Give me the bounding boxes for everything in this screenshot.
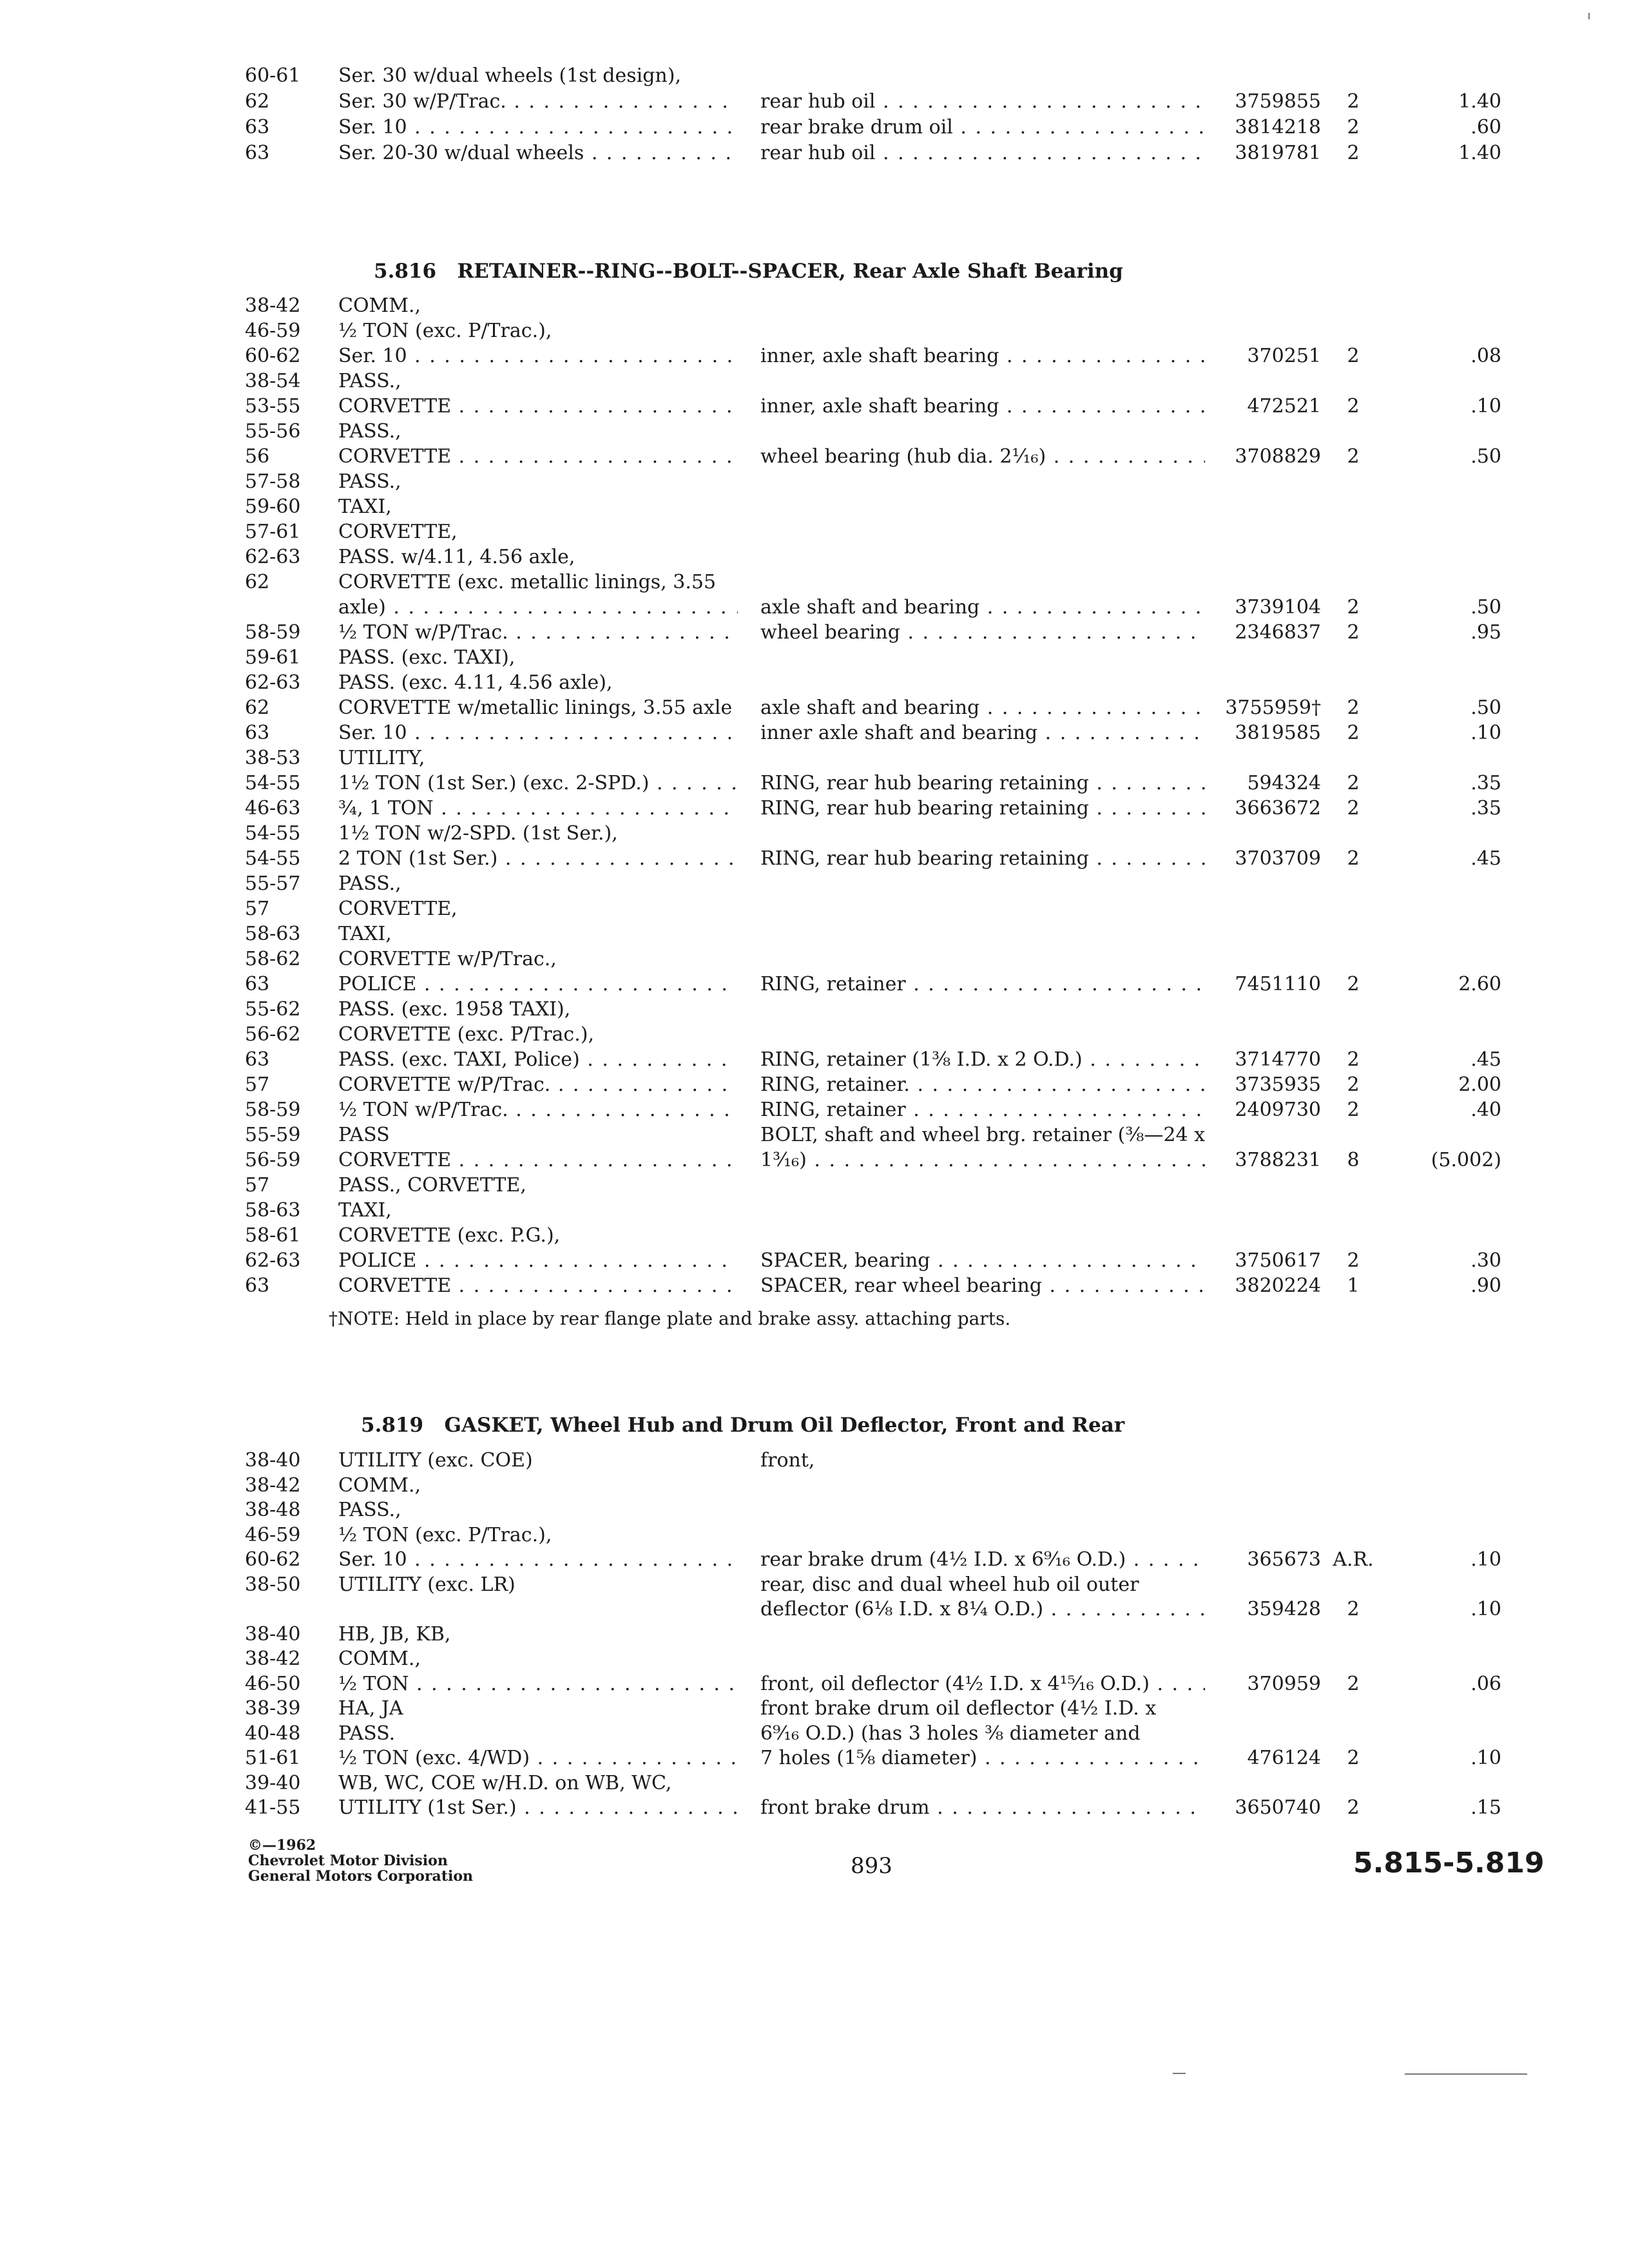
price: .10	[1470, 1548, 1501, 1571]
part-description: rear, disc and dual wheel hub oil outer	[760, 1573, 1139, 1596]
part-number: 3819781	[1235, 142, 1321, 164]
model-years: 57	[245, 1174, 270, 1196]
part-description: RING, retainer. . . .	[760, 1072, 1205, 1098]
parts-row	[0, 997, 1629, 1023]
part-number: 476124	[1247, 1747, 1321, 1769]
model-description: CORVETTE . . .	[338, 394, 738, 419]
model-description: PASS.,	[338, 872, 401, 895]
part-description: 6⁹⁄₁₆ O.D.) (has 3 holes ⅜ diameter and	[760, 1722, 1141, 1745]
section-heading-5-816	[374, 260, 1123, 283]
quantity: 2	[1347, 445, 1360, 468]
model-description: Ser. 10 . . .	[338, 343, 738, 369]
model-description: CORVETTE w/metallic linings, 3.55 axle . . .	[338, 695, 738, 721]
parts-row	[0, 343, 1629, 369]
parts-row	[0, 444, 1629, 470]
parts-row	[0, 1745, 1629, 1771]
model-description: Ser. 10 . . .	[338, 720, 738, 746]
parts-row	[0, 745, 1629, 771]
page-number: 893	[851, 1853, 892, 1879]
model-years: 40-48	[245, 1722, 301, 1745]
quantity: 2	[1347, 847, 1360, 870]
price: .10	[1470, 395, 1501, 418]
price: .90	[1470, 1274, 1501, 1297]
parts-row	[0, 1047, 1629, 1073]
model-description: axle) . . .	[338, 595, 738, 620]
price: 1.40	[1458, 142, 1501, 164]
model-years: 38-42	[245, 1474, 301, 1497]
model-years: 60-61	[245, 64, 301, 87]
model-years: 63	[245, 142, 270, 164]
model-years: 62-63	[245, 671, 301, 694]
quantity: 2	[1347, 772, 1360, 794]
quantity: 2	[1347, 1747, 1360, 1769]
part-number: 3708829	[1235, 445, 1321, 468]
model-description: ½ TON (exc. 4/WD) . . .	[338, 1745, 738, 1771]
parts-row	[0, 1523, 1629, 1548]
model-years: 63	[245, 116, 270, 139]
model-description: PASS.	[338, 1722, 396, 1745]
model-years: 38-54	[245, 370, 301, 392]
parts-row	[0, 1223, 1629, 1249]
part-description: front brake drum . . .	[760, 1795, 1205, 1821]
model-description: PASS.,	[338, 370, 401, 392]
model-description: Ser. 20-30 w/dual wheels . . .	[338, 140, 738, 166]
part-number: 3703709	[1235, 847, 1321, 870]
model-description: PASS. w/4.11, 4.56 axle,	[338, 546, 575, 568]
model-years: 60-62	[245, 345, 301, 367]
model-years: 55-59	[245, 1124, 301, 1146]
price: .10	[1470, 1747, 1501, 1769]
quantity: 2	[1347, 797, 1360, 820]
model-years: 62-63	[245, 546, 301, 568]
quantity: 2	[1347, 697, 1360, 719]
model-years: 38-42	[245, 294, 301, 317]
price: 2.00	[1458, 1073, 1501, 1096]
parts-row	[0, 1173, 1629, 1198]
model-years: 63	[245, 1274, 270, 1297]
part-description: 1³⁄₁₆) . . .	[760, 1148, 1205, 1173]
model-years: 57	[245, 898, 270, 920]
quantity: 2	[1347, 116, 1360, 139]
parts-row	[0, 921, 1629, 947]
price: 1.40	[1458, 90, 1501, 113]
parts-row	[0, 595, 1629, 620]
model-years: 51-61	[245, 1747, 301, 1769]
model-years: 59-60	[245, 495, 301, 518]
model-description: ½ TON . . .	[338, 1671, 738, 1697]
scan-mark	[1405, 2073, 1527, 2075]
model-years: 55-57	[245, 872, 301, 895]
price: .95	[1470, 621, 1501, 644]
price: .30	[1470, 1249, 1501, 1272]
part-description: wheel bearing . . .	[760, 620, 1205, 646]
model-description: UTILITY (exc. LR)	[338, 1573, 516, 1596]
quantity: 2	[1347, 722, 1360, 744]
model-description: POLICE . . .	[338, 1248, 738, 1274]
parts-row	[0, 369, 1629, 394]
part-number: 2346837	[1235, 621, 1321, 644]
model-years: 46-63	[245, 797, 301, 820]
model-years: 58-62	[245, 948, 301, 970]
model-years: 58-63	[245, 1199, 301, 1222]
model-description: PASS.,	[338, 1499, 401, 1521]
part-number: 472521	[1247, 395, 1321, 418]
model-years: 63	[245, 1048, 270, 1071]
parts-row	[0, 947, 1629, 972]
model-description: ½ TON (exc. P/Trac.),	[338, 320, 552, 342]
model-description: Ser. 10 . . .	[338, 115, 738, 140]
model-years: 56-62	[245, 1023, 301, 1046]
quantity: A.R.	[1333, 1548, 1374, 1571]
parts-row	[0, 896, 1629, 922]
model-description: 2 TON (1st Ser.) . . .	[338, 846, 738, 872]
model-description: CORVETTE w/P/Trac. . . .	[338, 1072, 738, 1098]
part-description: rear brake drum (4½ I.D. x 6⁹⁄₁₆ O.D.) . . .	[760, 1547, 1205, 1573]
part-description: axle shaft and bearing . . .	[760, 695, 1205, 721]
model-description: UTILITY (1st Ser.) . . .	[338, 1795, 738, 1821]
part-description: RING, rear hub bearing retaining . . .	[760, 771, 1205, 796]
model-years: 54-55	[245, 772, 301, 794]
part-number: 3820224	[1235, 1274, 1321, 1297]
model-years: 38-39	[245, 1697, 301, 1720]
parts-row	[0, 140, 1629, 166]
part-number: 3750617	[1235, 1249, 1321, 1272]
model-description: PASS	[338, 1124, 390, 1146]
section-title: GASKET, Wheel Hub and Drum Oil Deflector, Front and Rear	[444, 1414, 1125, 1437]
model-description: HB, JB, KB,	[338, 1622, 451, 1646]
quantity: 2	[1347, 395, 1360, 418]
parts-row	[0, 670, 1629, 696]
price: 2.60	[1458, 973, 1501, 995]
model-years: 60-62	[245, 1548, 301, 1571]
part-number: 3650740	[1235, 1796, 1321, 1819]
parts-row	[0, 1273, 1629, 1299]
parts-row	[0, 1448, 1629, 1474]
model-years: 39-40	[245, 1771, 301, 1794]
model-description: UTILITY,	[338, 747, 425, 769]
part-description: front, oil deflector (4½ I.D. x 4¹⁵⁄₁₆ O.D.) . . .	[760, 1671, 1205, 1697]
model-years: 55-56	[245, 420, 301, 443]
quantity: 2	[1347, 90, 1360, 113]
model-description: CORVETTE (exc. metallic linings, 3.55	[338, 571, 717, 593]
part-number: 3663672	[1235, 797, 1321, 820]
model-description: TAXI,	[338, 495, 392, 518]
price: .45	[1470, 847, 1501, 870]
copyright-block	[248, 1838, 473, 1884]
model-years: 58-59	[245, 1099, 301, 1121]
part-description: RING, rear hub bearing retaining . . .	[760, 846, 1205, 872]
parts-row	[0, 115, 1629, 140]
parts-row	[0, 1497, 1629, 1523]
part-description: BOLT, shaft and wheel brg. retainer (³⁄₈—24 x	[760, 1124, 1205, 1146]
part-description: RING, retainer . . .	[760, 972, 1205, 997]
part-description: RING, retainer (1³⁄₈ I.D. x 2 O.D.) . . .	[760, 1047, 1205, 1073]
model-years: 62	[245, 697, 270, 719]
model-years: 62	[245, 571, 270, 593]
model-description: 1½ TON w/2-SPD. (1st Ser.),	[338, 822, 618, 845]
model-years: 57-61	[245, 521, 301, 543]
part-description: front brake drum oil deflector (4½ I.D. x	[760, 1697, 1157, 1720]
model-description: ¾, 1 TON . . .	[338, 796, 738, 822]
quantity: 2	[1347, 1796, 1360, 1819]
quantity: 2	[1347, 596, 1360, 619]
part-number: 3714770	[1235, 1048, 1321, 1071]
part-number: 594324	[1247, 772, 1321, 794]
section-number: 5.819	[361, 1414, 424, 1437]
parts-row	[0, 1671, 1629, 1697]
parts-row	[0, 544, 1629, 570]
model-years: 38-48	[245, 1499, 301, 1521]
model-description: ½ TON (exc. P/Trac.),	[338, 1523, 552, 1546]
parts-row	[0, 846, 1629, 872]
parts-row	[0, 1646, 1629, 1672]
model-years: 46-50	[245, 1672, 301, 1695]
parts-row	[0, 1122, 1629, 1148]
part-number: 3739104	[1235, 596, 1321, 619]
model-years: 58-63	[245, 923, 301, 945]
quantity: 2	[1347, 1048, 1360, 1071]
model-years: 53-55	[245, 395, 301, 418]
model-description: Ser. 30 w/P/Trac. . . .	[338, 89, 738, 115]
part-number: 7451110	[1235, 973, 1321, 995]
parts-row	[0, 89, 1629, 115]
model-description: TAXI,	[338, 923, 392, 945]
part-number: 365673	[1247, 1548, 1321, 1571]
parts-row	[0, 469, 1629, 495]
quantity: 2	[1347, 1249, 1360, 1272]
model-years: 63	[245, 973, 270, 995]
part-description: rear hub oil . . .	[760, 140, 1205, 166]
model-description: PASS.,	[338, 420, 401, 443]
copyright-division: Chevrolet Motor Division	[248, 1852, 448, 1869]
quantity: 2	[1347, 621, 1360, 644]
model-years: 63	[245, 722, 270, 744]
model-description: Ser. 10 . . .	[338, 1547, 738, 1573]
parts-row	[0, 1597, 1629, 1622]
footnote: †NOTE: Held in place by rear flange plate and brake assy. attaching parts.	[329, 1308, 1011, 1329]
parts-row	[0, 1148, 1629, 1173]
quantity: 8	[1347, 1149, 1360, 1171]
price: .50	[1470, 697, 1501, 719]
parts-row	[0, 771, 1629, 796]
model-description: ½ TON w/P/Trac. . . .	[338, 1097, 738, 1123]
model-description: 1½ TON (1st Ser.) (exc. 2-SPD.) . . .	[338, 771, 738, 796]
parts-row	[0, 1572, 1629, 1598]
section-heading-5-819	[361, 1414, 1124, 1437]
copyright-corporation: General Motors Corporation	[248, 1868, 474, 1885]
quantity: 1	[1347, 1274, 1360, 1297]
model-years: 41-55	[245, 1796, 301, 1819]
price: .15	[1470, 1796, 1501, 1819]
parts-row	[0, 519, 1629, 545]
model-years: 57	[245, 1073, 270, 1096]
price: (5.002)	[1431, 1149, 1501, 1171]
price: .45	[1470, 1048, 1501, 1071]
model-description: HA, JA	[338, 1697, 403, 1720]
part-number: 3755959†	[1225, 697, 1321, 719]
part-number: 370251	[1247, 345, 1321, 367]
parts-row	[0, 796, 1629, 822]
model-years: 59-61	[245, 646, 301, 669]
section-title: RETAINER--RING--BOLT--SPACER, Rear Axle Shaft Bearing	[457, 260, 1123, 283]
part-number: 3735935	[1235, 1073, 1321, 1096]
parts-row	[0, 645, 1629, 671]
price: .35	[1470, 797, 1501, 820]
price: .08	[1470, 345, 1501, 367]
model-years: 46-59	[245, 1523, 301, 1546]
parts-row	[0, 1622, 1629, 1648]
parts-row	[0, 1473, 1629, 1499]
parts-row	[0, 1696, 1629, 1722]
parts-row	[0, 1795, 1629, 1821]
part-description: inner axle shaft and bearing . . .	[760, 720, 1205, 746]
model-description: PASS. (exc. TAXI, Police) . . .	[338, 1047, 738, 1073]
model-years: 62	[245, 90, 270, 113]
part-description: 7 holes (1⅝ diameter) . . .	[760, 1745, 1205, 1771]
model-description: CORVETTE (exc. P.G.),	[338, 1224, 561, 1247]
price: .10	[1470, 1598, 1501, 1620]
model-years: 54-55	[245, 822, 301, 845]
part-number: 3814218	[1235, 116, 1321, 139]
part-description: front,	[760, 1449, 815, 1472]
model-description: PASS.,	[338, 470, 401, 493]
model-description: CORVETTE,	[338, 521, 458, 543]
parts-row	[0, 720, 1629, 746]
price: .40	[1470, 1099, 1501, 1121]
model-description: TAXI,	[338, 1199, 392, 1222]
model-description: PASS. (exc. 1958 TAXI),	[338, 998, 571, 1021]
model-description: POLICE . . .	[338, 972, 738, 997]
parts-row	[0, 1022, 1629, 1048]
parts-row	[0, 1248, 1629, 1274]
price: .50	[1470, 596, 1501, 619]
parts-row	[0, 1547, 1629, 1573]
part-description: SPACER, rear wheel bearing . . .	[760, 1273, 1205, 1299]
scan-mark	[1173, 2073, 1186, 2074]
price: .10	[1470, 722, 1501, 744]
model-description: CORVETTE,	[338, 898, 458, 920]
section-range: 5.815-5.819	[1353, 1847, 1545, 1879]
part-number: 3759855	[1235, 90, 1321, 113]
model-description: PASS. (exc. TAXI),	[338, 646, 516, 669]
model-description: CORVETTE (exc. P/Trac.),	[338, 1023, 595, 1046]
part-number: 3819585	[1235, 722, 1321, 744]
parts-row	[0, 1072, 1629, 1098]
parts-row	[0, 419, 1629, 445]
parts-row	[0, 821, 1629, 847]
quantity: 2	[1347, 1099, 1360, 1121]
model-description: PASS., CORVETTE,	[338, 1174, 526, 1196]
model-years: 57-58	[245, 470, 301, 493]
parts-row	[0, 695, 1629, 721]
model-description: CORVETTE . . .	[338, 444, 738, 470]
model-years: 54-55	[245, 847, 301, 870]
parts-row	[0, 293, 1629, 319]
quantity: 2	[1347, 973, 1360, 995]
parts-row	[0, 570, 1629, 595]
price: .06	[1470, 1672, 1501, 1695]
part-description: rear hub oil . . .	[760, 89, 1205, 115]
part-number: 370959	[1247, 1672, 1321, 1695]
model-years: 38-40	[245, 1449, 301, 1472]
parts-row	[0, 1721, 1629, 1747]
price: .50	[1470, 445, 1501, 468]
parts-row	[0, 394, 1629, 419]
part-number: 2409730	[1235, 1099, 1321, 1121]
model-years: 55-62	[245, 998, 301, 1021]
model-years: 62-63	[245, 1249, 301, 1272]
part-description: SPACER, bearing . . .	[760, 1248, 1205, 1274]
part-description: RING, retainer . . .	[760, 1097, 1205, 1123]
parts-row	[0, 1097, 1629, 1123]
model-years: 38-53	[245, 747, 301, 769]
part-description: RING, rear hub bearing retaining . . .	[760, 796, 1205, 822]
quantity: 2	[1347, 1598, 1360, 1620]
part-description: inner, axle shaft bearing . . .	[760, 394, 1205, 419]
model-years: 56-59	[245, 1149, 301, 1171]
part-description: deflector (6⅛ I.D. x 8¼ O.D.) . . .	[760, 1597, 1205, 1622]
part-number: 3788231	[1235, 1149, 1321, 1171]
part-description: wheel bearing (hub dia. 2¹⁄₁₆) . . .	[760, 444, 1205, 470]
parts-row	[0, 1198, 1629, 1224]
parts-row	[0, 620, 1629, 646]
model-description: COMM.,	[338, 1474, 421, 1497]
model-years: 38-50	[245, 1573, 301, 1596]
quantity: 2	[1347, 345, 1360, 367]
part-description: inner, axle shaft bearing . . .	[760, 343, 1205, 369]
model-description: COMM.,	[338, 294, 421, 317]
model-years: 38-40	[245, 1622, 301, 1646]
part-number: 359428	[1247, 1598, 1321, 1620]
copyright-year: ©—1962	[248, 1837, 316, 1854]
model-description: ½ TON w/P/Trac. . . .	[338, 620, 738, 646]
model-description: CORVETTE . . .	[338, 1148, 738, 1173]
model-description: WB, WC, COE w/H.D. on WB, WC,	[338, 1771, 672, 1794]
model-years: 38-42	[245, 1648, 301, 1670]
parts-row	[0, 63, 1629, 89]
model-years: 46-59	[245, 320, 301, 342]
quantity: 2	[1347, 1073, 1360, 1096]
quantity: 2	[1347, 142, 1360, 164]
model-years: 58-61	[245, 1224, 301, 1247]
part-description: axle shaft and bearing . . .	[760, 595, 1205, 620]
parts-row	[0, 972, 1629, 997]
price: .60	[1470, 116, 1501, 139]
model-description: CORVETTE w/P/Trac.,	[338, 948, 557, 970]
model-description: CORVETTE . . .	[338, 1273, 738, 1299]
part-description: rear brake drum oil . . .	[760, 115, 1205, 140]
parts-row	[0, 494, 1629, 520]
parts-row	[0, 1771, 1629, 1796]
section-number: 5.816	[374, 260, 437, 283]
model-description: UTILITY (exc. COE)	[338, 1449, 533, 1472]
parts-row	[0, 871, 1629, 897]
scan-mark	[1588, 13, 1590, 19]
quantity: 2	[1347, 1672, 1360, 1695]
model-description: PASS. (exc. 4.11, 4.56 axle),	[338, 671, 613, 694]
parts-row	[0, 318, 1629, 344]
price: .35	[1470, 772, 1501, 794]
model-years: 58-59	[245, 621, 301, 644]
model-description: Ser. 30 w/dual wheels (1st design),	[338, 64, 681, 87]
model-years: 56	[245, 445, 270, 468]
model-description: COMM.,	[338, 1648, 421, 1670]
